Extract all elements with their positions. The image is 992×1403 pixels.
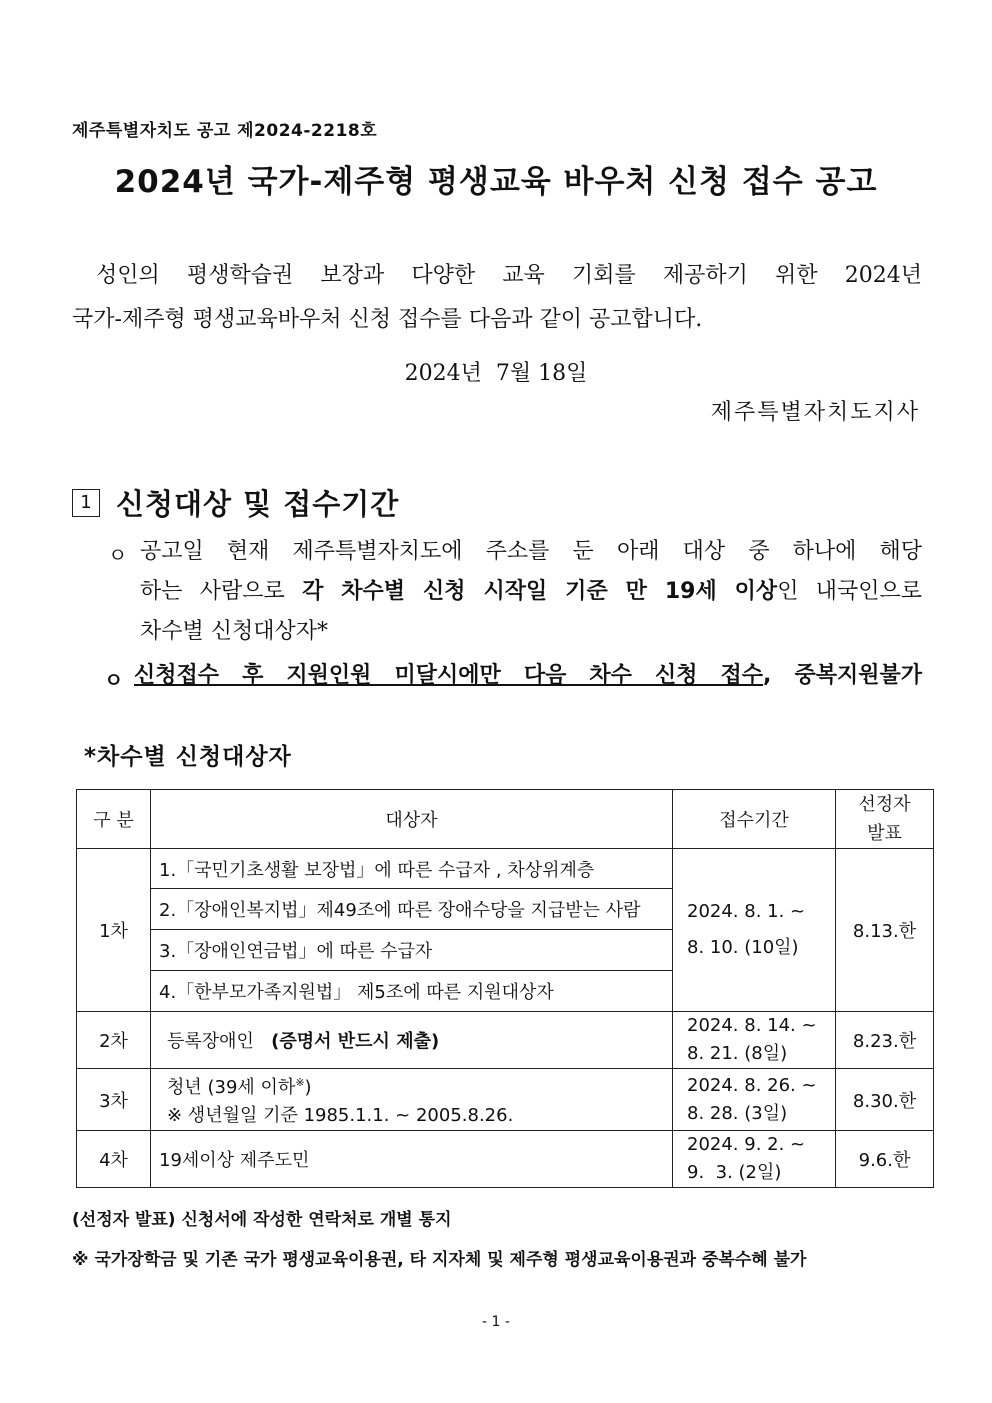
round4-period bbox=[673, 1131, 836, 1188]
header-announce-l1: 선정자 bbox=[858, 794, 911, 815]
page-number: - 1 - bbox=[482, 1314, 510, 1330]
table-row bbox=[77, 1069, 934, 1131]
header-period: 접수기간 bbox=[673, 790, 836, 849]
table-row bbox=[77, 849, 934, 889]
header-round: 구 분 bbox=[77, 790, 151, 849]
round4-period-l2: 9. 3. (2일) bbox=[687, 1162, 782, 1183]
bullet1-line2-pre: 하는 사람으로 bbox=[140, 579, 303, 604]
bullet1-line-2 bbox=[140, 572, 922, 612]
round2-target-text: 등록장애인 bbox=[167, 1031, 254, 1052]
round2-label: 2차 bbox=[77, 1012, 151, 1069]
round3-period-l2: 8. 28. (3일) bbox=[687, 1102, 788, 1124]
round3-target-l1: 청년 (39세 이하 bbox=[167, 1077, 296, 1098]
bullet1-line2-bold: 각 차수별 신청 시작일 기준 만 19세 이상 bbox=[302, 579, 778, 604]
round1-period-l2: 8. 10. (10일) bbox=[687, 937, 799, 958]
round1-target-4: 4.「한부모가족지원법」 제5조에 따른 지원대상자 bbox=[151, 971, 673, 1012]
document-title: 2024년 국가-제주형 평생교육 바우처 신청 접수 공고 bbox=[114, 164, 878, 200]
round2-period-l1: 2024. 8. 14. ~ bbox=[687, 1015, 817, 1036]
round2-period bbox=[673, 1012, 836, 1069]
round1-period bbox=[673, 849, 836, 1012]
bullet-eligibility bbox=[140, 532, 922, 652]
round4-announce: 9.6.한 bbox=[836, 1131, 934, 1188]
round4-period-l1: 2024. 9. 2. ~ bbox=[687, 1134, 806, 1155]
bullet1-line-1: 공고일 현재 제주특별자치도에 주소를 둔 아래 대상 중 하나에 해당 bbox=[140, 539, 922, 564]
round4-target: 19세이상 제주도민 bbox=[151, 1131, 673, 1188]
bullet-duplicate-rule bbox=[134, 658, 922, 689]
round1-announce: 8.13.한 bbox=[836, 849, 934, 1012]
round2-announce: 8.23.한 bbox=[836, 1012, 934, 1069]
round3-period bbox=[673, 1069, 836, 1131]
round3-target-l1-end: ) bbox=[304, 1077, 312, 1098]
round3-period-l1: 2024. 8. 26. ~ bbox=[687, 1074, 817, 1096]
table-row bbox=[77, 1012, 934, 1069]
intro-paragraph bbox=[72, 254, 922, 342]
footer-note-announcement: (선정자 발표) 신청서에 작성한 연락처로 개별 통지 bbox=[72, 1210, 452, 1230]
round3-target-sup: ※ bbox=[295, 1076, 305, 1089]
table-caption: *차수별 신청대상자 bbox=[84, 744, 292, 770]
bullet2-underlined: 신청접수 후 지원인원 미달시에만 다음 차수 신청 접수 bbox=[134, 663, 764, 688]
round3-target-l2: ※ 생년월일 기준 1985.1.1. ~ 2005.8.26. bbox=[167, 1105, 514, 1126]
header-target: 대상자 bbox=[151, 790, 673, 849]
section-number-box: 1 bbox=[72, 489, 100, 517]
bullet2-rest: , 중복지원불가 bbox=[763, 663, 922, 688]
section-title: 신청대상 및 접수기간 bbox=[116, 487, 400, 521]
bullet-marker: ㅇ bbox=[104, 668, 124, 692]
table-row bbox=[77, 1131, 934, 1188]
round1-period-l1: 2024. 8. 1. ~ bbox=[687, 901, 806, 922]
round2-target bbox=[151, 1012, 673, 1069]
schedule-table bbox=[76, 789, 934, 1188]
round1-target-3: 3.「장애인연금법」에 따른 수급자 bbox=[151, 930, 673, 971]
notice-date: 2024년 7월 18일 bbox=[404, 361, 588, 386]
bullet1-line2-post: 인 내국인으로 bbox=[777, 579, 922, 604]
round1-label: 1차 bbox=[77, 849, 151, 1012]
round3-announce: 8.30.한 bbox=[836, 1069, 934, 1131]
intro-line-1: 성인의 평생학습권 보장과 다양한 교육 기회를 제공하기 위한 2024년 bbox=[96, 263, 922, 288]
table-header-row bbox=[77, 790, 934, 849]
round3-target bbox=[151, 1069, 673, 1131]
bullet1-line-3: 차수별 신청대상자* bbox=[140, 619, 329, 644]
issuer: 제주특별자치도지사 bbox=[710, 400, 920, 425]
footer-note-duplicate: ※ 국가장학금 및 기존 국가 평생교육이용권, 타 지자체 및 제주형 평생교육이용권과 중복수혜 불가 bbox=[72, 1250, 807, 1270]
header-announce bbox=[836, 790, 934, 849]
header-announce-l2: 발표 bbox=[867, 823, 902, 844]
round2-period-l2: 8. 21. (8일) bbox=[687, 1043, 788, 1064]
round2-target-bold: (증명서 반드시 제출) bbox=[271, 1031, 440, 1052]
round4-label: 4차 bbox=[77, 1131, 151, 1188]
round3-label: 3차 bbox=[77, 1069, 151, 1131]
intro-line-2: 국가-제주형 평생교육바우처 신청 접수를 다음과 같이 공고합니다. bbox=[72, 307, 703, 332]
round1-target-1: 1.「국민기초생활 보장법」에 따른 수급자 , 차상위계층 bbox=[151, 849, 673, 889]
bullet-marker: ㅇ bbox=[108, 543, 128, 567]
round1-target-2: 2.「장애인복지법」제49조에 따른 장애수당을 지급받는 사람 bbox=[151, 889, 673, 930]
notice-number: 제주특별자치도 공고 제2024-2218호 bbox=[72, 121, 378, 141]
